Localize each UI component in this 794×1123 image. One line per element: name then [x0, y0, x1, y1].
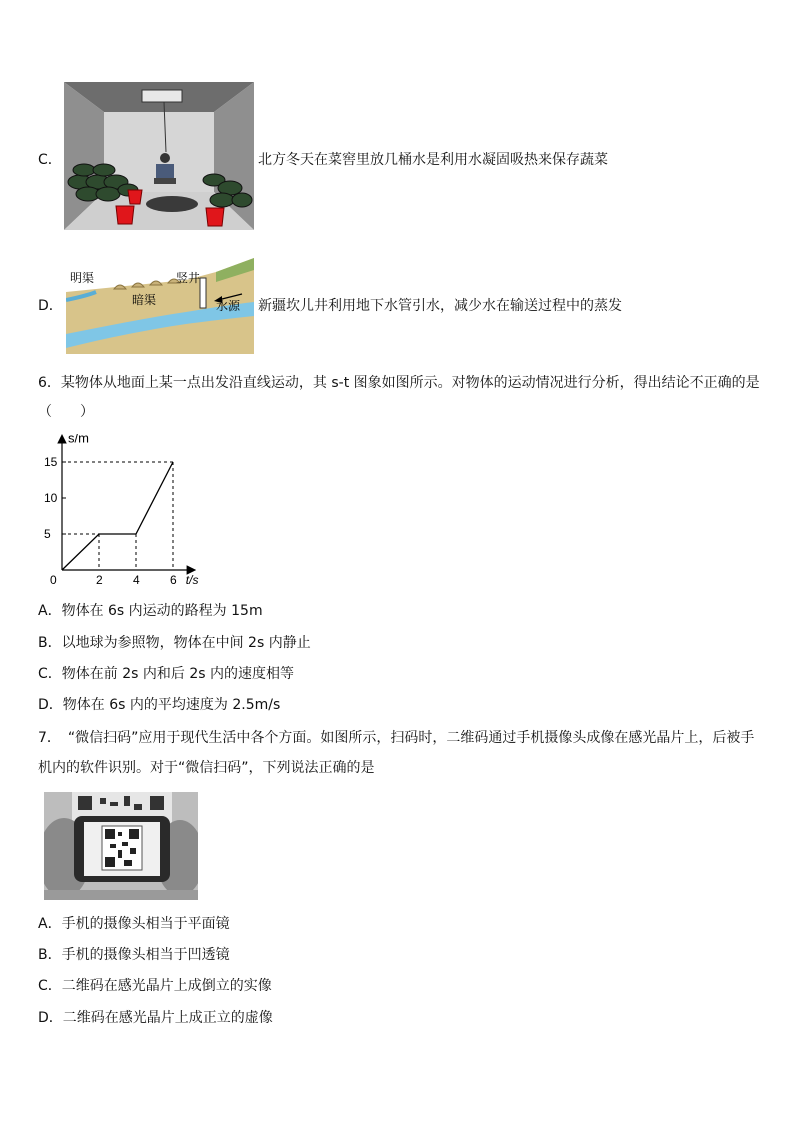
cellar-drawing	[64, 82, 254, 230]
cellar-illustration	[64, 82, 254, 230]
q5-option-c-letter: C．	[38, 152, 62, 168]
q7-option-c: C．二维码在感光晶片上成倒立的实像	[38, 978, 272, 994]
q6-option-d: D．物体在 6s 内的平均速度为 2.5m/s	[38, 697, 281, 713]
q5-option-d-letter: D．	[38, 298, 63, 314]
q6-option-c: C．物体在前 2s 内和后 2s 内的速度相等	[38, 666, 294, 682]
q5-option-d-text: 新疆坎儿井利用地下水管引水，减少水在输送过程中的蒸发	[258, 298, 622, 314]
karez-label-shujing: 竖井	[176, 271, 201, 285]
qr-scan-photo	[44, 792, 198, 900]
q6-stem: 6．某物体从地面上某一点出发沿直线运动，其 s-t 图象如图所示。对物体的运动情况进行分析，得出结论不正确的是	[38, 375, 760, 391]
st-chart	[40, 434, 220, 590]
x-tick-label: 0	[50, 573, 57, 587]
y-tick-label: 5	[44, 527, 51, 541]
q7-option-a: A．手机的摄像头相当于平面镜	[38, 916, 230, 932]
karez-illustration	[66, 252, 254, 354]
q6-option-a: A．物体在 6s 内运动的路程为 15m	[38, 603, 263, 619]
karez-drawing	[66, 252, 254, 354]
series-line	[62, 462, 173, 570]
karez-label-shuiyuan: 水源	[216, 299, 241, 313]
q5-option-c-text: 北方冬天在菜窖里放几桶水是利用水凝固吸热来保存蔬菜	[258, 152, 608, 168]
q7-option-d: D．二维码在感光晶片上成正立的虚像	[38, 1010, 273, 1026]
qr-scan-drawing	[44, 792, 198, 900]
q7-stem-line2: 机内的软件识别。对于“微信扫码”，下列说法正确的是	[38, 760, 375, 776]
x-tick-label: 6	[170, 573, 177, 587]
karez-label-mingqu: 明渠	[70, 271, 95, 285]
q6-option-b: B．以地球为参照物，物体在中间 2s 内静止	[38, 635, 311, 651]
x-tick-label: 2	[96, 573, 103, 587]
q6-answer-blank: （ ）	[38, 404, 94, 420]
x-axis-label: t/s	[185, 573, 199, 587]
q7-stem-line1: 7． “微信扫码”应用于现代生活中各个方面。如图所示，扫码时，二维码通过手机摄像头成像在感光晶片上，后被手	[38, 730, 755, 746]
y-axis-label: s/m	[68, 434, 89, 446]
q7-option-b: B．手机的摄像头相当于凹透镜	[38, 947, 230, 963]
y-tick-label: 15	[44, 455, 58, 469]
x-tick-label: 4	[133, 573, 140, 587]
karez-label-anqu: 暗渠	[132, 293, 157, 307]
y-tick-label: 10	[44, 491, 58, 505]
